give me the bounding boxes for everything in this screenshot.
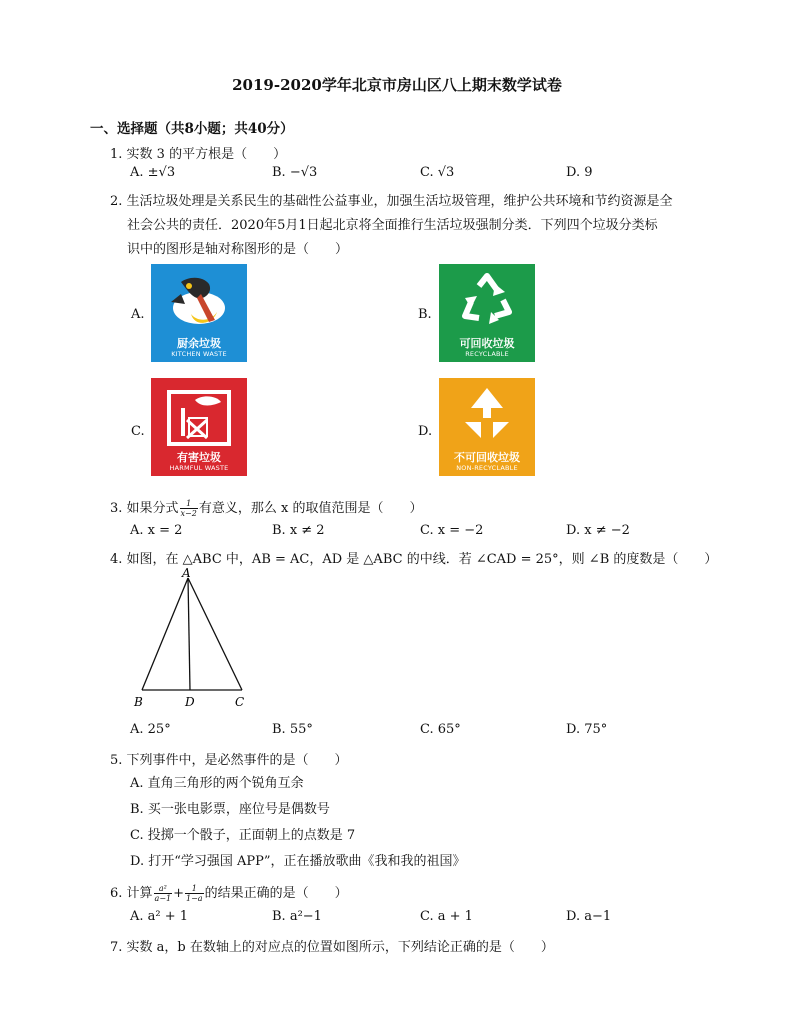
vertex-label-a: A	[182, 566, 191, 580]
question-6-stem-post: 的结果正确的是（ ）	[204, 886, 348, 901]
harmful-waste-sign[interactable]	[151, 378, 247, 476]
question-3-option-b[interactable]: B. x ≠ 2	[272, 523, 325, 538]
harmful-waste-label: 有害垃圾	[177, 451, 221, 464]
non-recyclable-icon	[439, 378, 535, 448]
question-2-label-b[interactable]: B.	[418, 307, 432, 322]
vertex-label-b: B	[134, 695, 143, 709]
question-5-option-d[interactable]: D. 打开“学习强国 APP”，正在播放歌曲《我和我的祖国》	[130, 854, 466, 869]
non-recyclable-label: 不可回收垃圾	[454, 451, 520, 464]
question-2-label-c[interactable]: C.	[131, 424, 145, 439]
recyclable-en-label: RECYCLABLE	[465, 350, 509, 358]
question-4-stem: 4. 如图，在 △ABC 中，AB = AC，AD 是 △ABC 的中线．若 ∠CAD = 25°，则 ∠B 的度数是（ ）	[110, 552, 718, 567]
question-6-plus: +	[173, 886, 185, 901]
question-5-option-c[interactable]: C. 投掷一个骰子，正面朝上的点数是 7	[130, 828, 356, 843]
question-6-fraction-2	[185, 884, 204, 903]
non-recyclable-sign[interactable]	[439, 378, 535, 476]
recyclable-sign[interactable]	[439, 264, 535, 362]
question-6-frac2-num: 1	[185, 884, 204, 894]
question-2-line-2: 社会公共的责任．2020年5月1日起北京将全面推行生活垃圾强制分类．下列四个垃圾分类标	[127, 218, 658, 233]
question-2-line-3: 识中的图形是轴对称图形的是（ ）	[127, 242, 349, 257]
question-7-stem: 7. 实数 a，b 在数轴上的对应点的位置如图所示，下列结论正确的是（ ）	[110, 940, 554, 955]
question-6-frac1-den: a−1	[154, 894, 172, 903]
harmful-waste-icon	[151, 378, 247, 448]
question-1-option-d[interactable]: D. 9	[566, 165, 593, 180]
question-3-option-c[interactable]: C. x = −2	[420, 523, 484, 538]
question-1-stem: 1. 实数 3 的平方根是（ ）	[110, 147, 287, 162]
question-4-option-b[interactable]: B. 55°	[272, 722, 313, 737]
question-4-option-c[interactable]: C. 65°	[420, 722, 461, 737]
question-6-option-c[interactable]: C. a + 1	[420, 909, 473, 924]
side-ac	[188, 578, 242, 690]
question-3-fraction	[180, 499, 198, 518]
kitchen-waste-icon	[151, 264, 247, 334]
kitchen-waste-en-label: KITCHEN WASTE	[171, 350, 227, 358]
question-3-option-d[interactable]: D. x ≠ −2	[566, 523, 630, 538]
question-2-line-1: 2. 生活垃圾处理是关系民生的基础性公益事业，加强生活垃圾管理，维护公共环境和节约资源是全	[110, 194, 673, 209]
kitchen-waste-label: 厨余垃圾	[177, 337, 221, 350]
question-4-option-a[interactable]: A. 25°	[130, 722, 171, 737]
question-6-fraction-1	[154, 884, 173, 903]
question-3-option-a[interactable]: A. x = 2	[130, 523, 183, 538]
harmful-waste-en-label: HARMFUL WASTE	[169, 464, 229, 472]
question-3-frac-den: x−2	[180, 509, 197, 518]
question-6-option-b[interactable]: B. a²−1	[272, 909, 322, 924]
vertex-label-d: D	[185, 695, 195, 709]
question-1-option-a[interactable]: A. ±√3	[130, 165, 176, 180]
question-4-option-d[interactable]: D. 75°	[566, 722, 608, 737]
section-heading: 一、选择题（共8小题；共40分）	[90, 121, 294, 137]
page-title: 2019-2020学年北京市房山区八上期末数学试卷	[232, 76, 562, 94]
kitchen-waste-sign[interactable]	[151, 264, 247, 362]
question-6-stem-pre: 6. 计算	[110, 886, 153, 901]
non-recyclable-en-label: NON-RECYCLABLE	[456, 464, 518, 472]
question-2-label-a[interactable]: A.	[131, 307, 145, 322]
question-3-stem	[110, 497, 422, 518]
question-6-stem	[110, 882, 348, 903]
question-6-option-a[interactable]: A. a² + 1	[130, 909, 189, 924]
side-ab	[142, 578, 188, 690]
question-5-option-a[interactable]: A. 直角三角形的两个锐角互余	[130, 776, 304, 791]
question-3-stem-pre: 3. 如果分式	[110, 501, 179, 516]
isosceles-triangle-figure	[128, 566, 258, 714]
median-ad	[188, 578, 190, 690]
question-3-stem-post: 有意义，那么 x 的取值范围是（ ）	[198, 501, 423, 516]
question-6-frac1-num: a²	[154, 884, 173, 894]
question-5-stem: 5. 下列事件中，是必然事件的是（ ）	[110, 753, 348, 768]
question-6-frac2-den: 1−a	[186, 894, 203, 903]
question-5-option-b[interactable]: B. 买一张电影票，座位号是偶数号	[130, 802, 330, 817]
question-3-frac-num: 1	[180, 499, 198, 509]
recycle-icon	[439, 264, 535, 334]
recyclable-label: 可回收垃圾	[459, 337, 515, 350]
question-1-option-c[interactable]: C. √3	[420, 165, 455, 180]
question-1-option-b[interactable]: B. −√3	[272, 165, 318, 180]
vertex-label-c: C	[235, 695, 245, 709]
question-6-option-d[interactable]: D. a−1	[566, 909, 612, 924]
question-2-label-d[interactable]: D.	[418, 424, 433, 439]
